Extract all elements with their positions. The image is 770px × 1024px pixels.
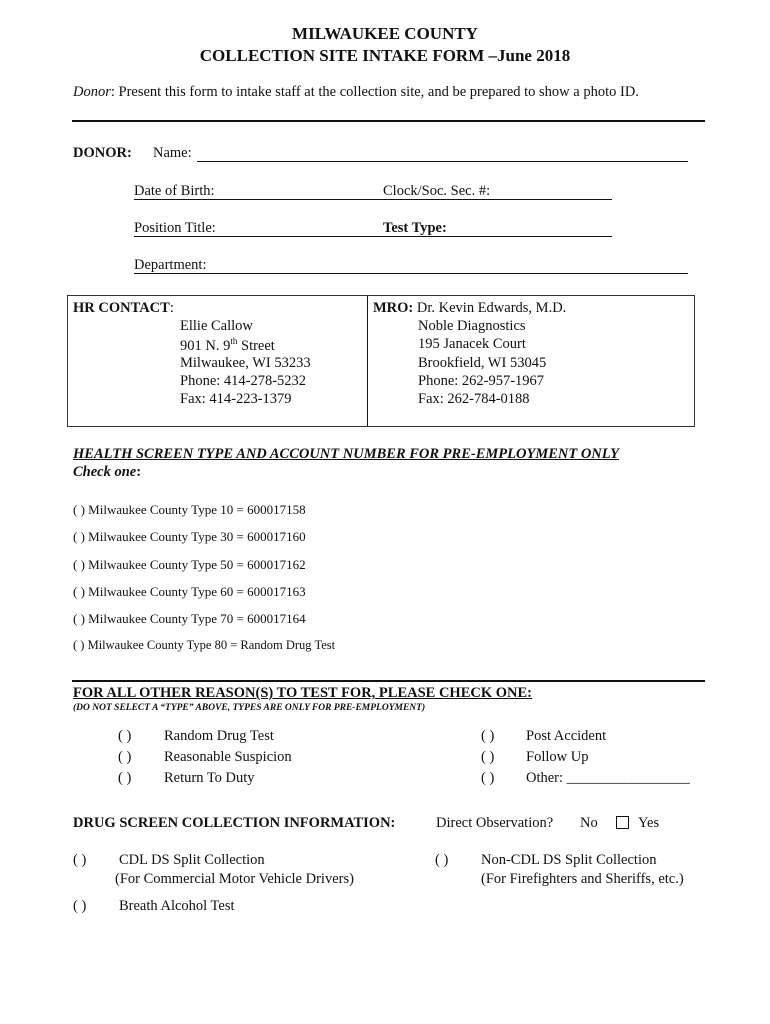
reason-random-drug-test: Random Drug Test <box>164 728 274 744</box>
direct-observation-yes: Yes <box>638 815 660 831</box>
cdl-paren[interactable]: ( ) <box>73 852 87 868</box>
mro-city: Brookfield, WI 53045 <box>418 355 547 371</box>
donor-notice-label: Donor <box>73 84 111 100</box>
name-field[interactable] <box>197 161 688 162</box>
other-reasons-subheading: (DO NOT SELECT A “TYPE” ABOVE, TYPES ARE ONLY FOR PRE-EMPLOYMENT) <box>73 703 426 713</box>
reason-return-to-duty: Return To Duty <box>164 770 255 786</box>
reason-duty-paren[interactable]: ( ) <box>118 770 132 786</box>
hr-contact-city: Milwaukee, WI 53233 <box>180 355 311 371</box>
mro-fax: Fax: 262-784-0188 <box>418 391 530 407</box>
name-label: Name: <box>153 145 192 161</box>
mro-label: MRO: <box>373 300 414 316</box>
health-option-type-30[interactable]: ( ) Milwaukee County Type 30 = 600017160 <box>73 529 306 544</box>
test-type-label: Test Type: <box>383 220 447 236</box>
mro-heading <box>373 300 566 317</box>
direct-observation-label: Direct Observation? <box>436 815 554 831</box>
other-reasons-heading: FOR ALL OTHER REASON(S) TO TEST FOR, PLEASE CHECK ONE: <box>73 685 533 701</box>
hr-contact-street <box>180 336 275 355</box>
department-field[interactable] <box>134 273 688 274</box>
reason-other-paren[interactable]: ( ) <box>481 770 495 786</box>
reason-suspicion-paren[interactable]: ( ) <box>118 749 132 765</box>
breath-alcohol-paren[interactable]: ( ) <box>73 898 87 914</box>
donor-notice <box>73 84 639 101</box>
reason-reasonable-suspicion: Reasonable Suspicion <box>164 749 292 765</box>
hr-contact-name: Ellie Callow <box>180 318 253 334</box>
dob-clock-field-line[interactable] <box>134 199 612 200</box>
check-one-text: Check one <box>73 464 137 480</box>
form-title: COLLECTION SITE INTAKE FORM –June 2018 <box>199 46 571 65</box>
reason-post-accident: Post Accident <box>526 728 607 744</box>
check-one-colon: : <box>136 464 142 480</box>
mro-company: Noble Diagnostics <box>418 318 526 334</box>
position-title-label: Position Title: <box>134 220 216 236</box>
noncdl-split-collection: Non-CDL DS Split Collection <box>481 852 657 868</box>
direct-observation-checkbox[interactable] <box>616 815 629 833</box>
direct-observation-no: No <box>580 815 598 831</box>
hr-contact-label: HR CONTACT <box>73 300 170 316</box>
reason-random-paren[interactable]: ( ) <box>118 728 132 744</box>
section-divider-top <box>72 120 705 122</box>
form-title-county: MILWAUKEE COUNTY <box>292 24 478 43</box>
drug-screen-heading: DRUG SCREEN COLLECTION INFORMATION: <box>73 815 396 831</box>
health-option-type-80[interactable]: ( ) Milwaukee County Type 80 = Random Drug Test <box>73 638 336 652</box>
position-testtype-field-line[interactable] <box>134 236 612 237</box>
health-option-type-10[interactable]: ( ) Milwaukee County Type 10 = 600017158 <box>73 502 306 517</box>
health-option-type-50[interactable]: ( ) Milwaukee County Type 50 = 600017162 <box>73 557 306 572</box>
department-label: Department: <box>134 257 207 273</box>
health-screen-heading: HEALTH SCREEN TYPE AND ACCOUNT NUMBER FOR PRE-EMPLOYMENT ONLY <box>73 446 619 462</box>
cdl-split-collection: CDL DS Split Collection <box>119 852 265 868</box>
check-one-label <box>73 464 141 481</box>
donor-notice-text: : Present this form to intake staff at the collection site, and be prepared to show a photo ID. <box>110 84 639 100</box>
noncdl-paren[interactable]: ( ) <box>435 852 449 868</box>
mro-name: Dr. Kevin Edwards, M.D. <box>413 300 567 316</box>
hr-contact-phone: Phone: 414-278-5232 <box>180 373 307 389</box>
cdl-split-collection-note: (For Commercial Motor Vehicle Drivers) <box>115 871 354 887</box>
clock-ssn-label: Clock/Soc. Sec. #: <box>383 183 491 199</box>
health-option-type-60[interactable]: ( ) Milwaukee County Type 60 = 600017163 <box>73 584 306 599</box>
donor-section-label: DONOR: <box>73 145 132 161</box>
hr-street-suffix: th <box>230 336 238 346</box>
checkbox-square-icon[interactable] <box>616 816 629 829</box>
mro-phone: Phone: 262-957-1967 <box>418 373 545 389</box>
hr-street-number: 901 N. 9 <box>180 337 231 354</box>
section-divider-middle <box>72 680 705 682</box>
hr-contact-fax: Fax: 414-223-1379 <box>180 391 292 407</box>
hr-contact-heading <box>73 300 174 317</box>
hr-contact-colon: : <box>169 300 174 316</box>
dob-label: Date of Birth: <box>134 183 215 199</box>
mro-street: 195 Janacek Court <box>418 336 526 352</box>
reason-accident-paren[interactable]: ( ) <box>481 728 495 744</box>
health-option-type-70[interactable]: ( ) Milwaukee County Type 70 = 600017164 <box>73 611 306 626</box>
breath-alcohol-test: Breath Alcohol Test <box>119 898 235 914</box>
contact-box-divider <box>367 296 368 426</box>
noncdl-split-collection-note: (For Firefighters and Sheriffs, etc.) <box>481 871 684 887</box>
reason-other-field[interactable]: Other: _________________ <box>526 770 690 786</box>
hr-street-name: Street <box>237 337 275 354</box>
reason-follow-up: Follow Up <box>526 749 589 765</box>
reason-followup-paren[interactable]: ( ) <box>481 749 495 765</box>
